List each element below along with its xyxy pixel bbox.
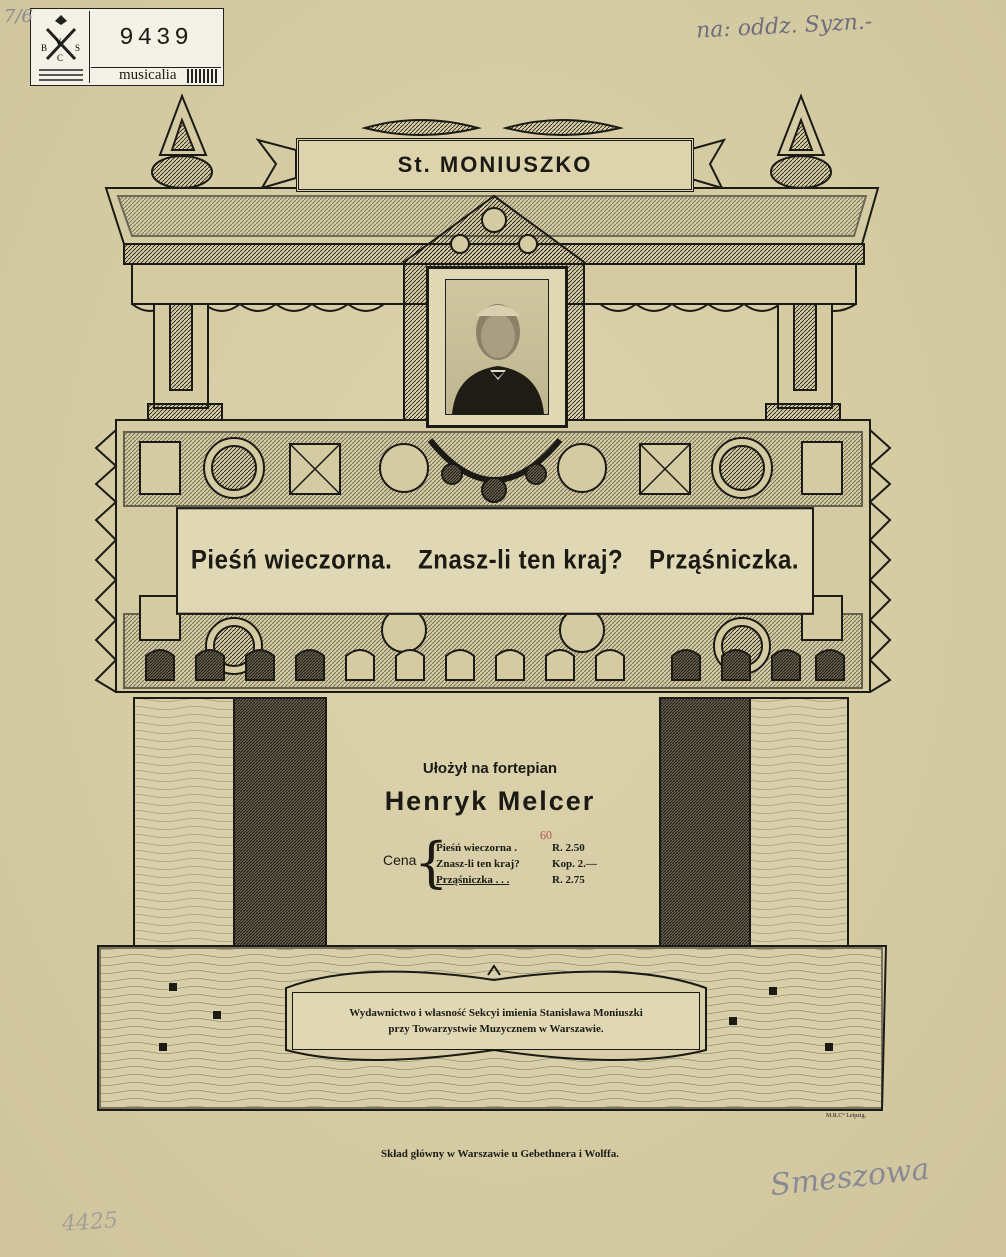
price-item-value: R. 2.75 — [552, 874, 585, 886]
distributor-footer: Skład główny w Warszawie u Gebethnera i Wolffa. — [381, 1148, 619, 1160]
svg-text:C: C — [57, 53, 64, 63]
song-title: Znasz-li ten kraj? — [418, 545, 624, 576]
arranger-name: Henryk Melcer — [384, 786, 596, 816]
composer-portrait — [445, 279, 549, 415]
collection-name: musicalia — [119, 67, 177, 83]
printer-mark: M.R.C° Leipzig. — [826, 1113, 867, 1119]
price-item-value: Kop. 2.— — [552, 858, 597, 870]
handwritten-mark-left: 7/6 — [4, 6, 33, 27]
price-item-name: Znasz-li ten kraj? — [436, 858, 520, 870]
arranger-label: Ułożył na fortepian — [422, 760, 558, 777]
handwritten-note-bottom: 4425 — [61, 1208, 119, 1237]
brace-icon: { — [414, 831, 449, 894]
handwritten-note-top: na: oddz. Syzn.- — [695, 9, 873, 44]
price-item-name: Pieśń wieczorna . — [436, 842, 517, 854]
price-list — [436, 840, 608, 888]
portrait-frame — [426, 266, 568, 428]
composer-banner: St. MONIUSZKO — [296, 138, 694, 192]
publisher-plaque — [292, 992, 700, 1050]
song-title: Pieśń wieczorna. — [190, 545, 393, 576]
catalog-number: 9439 — [91, 9, 221, 68]
song-titles-banner — [176, 507, 814, 615]
library-stamp — [30, 8, 224, 86]
song-title: Prząśniczka. — [648, 545, 800, 576]
price-stamp: 60 — [539, 827, 553, 843]
handwritten-note-right: Smeszowa — [768, 1151, 931, 1204]
publisher-line: Wydawnictwo i własność Sekcyi imienia Stanisława Moniuszki — [349, 1007, 643, 1019]
publisher-line: przy Towarzystwie Muzycznem w Warszawie. — [388, 1023, 604, 1035]
price-item-name: Prząśniczka . . . — [436, 874, 510, 886]
svg-text:S: S — [75, 43, 81, 53]
price-row — [436, 840, 608, 856]
price-row — [436, 856, 608, 872]
price-item-value: R. 2.50 — [552, 842, 585, 854]
svg-text:V: V — [55, 37, 62, 47]
svg-text:B: B — [41, 43, 48, 53]
barcode-icon — [187, 69, 219, 83]
price-row — [436, 872, 608, 888]
price-label: Cena — [383, 852, 417, 868]
library-crest-icon — [33, 11, 90, 83]
